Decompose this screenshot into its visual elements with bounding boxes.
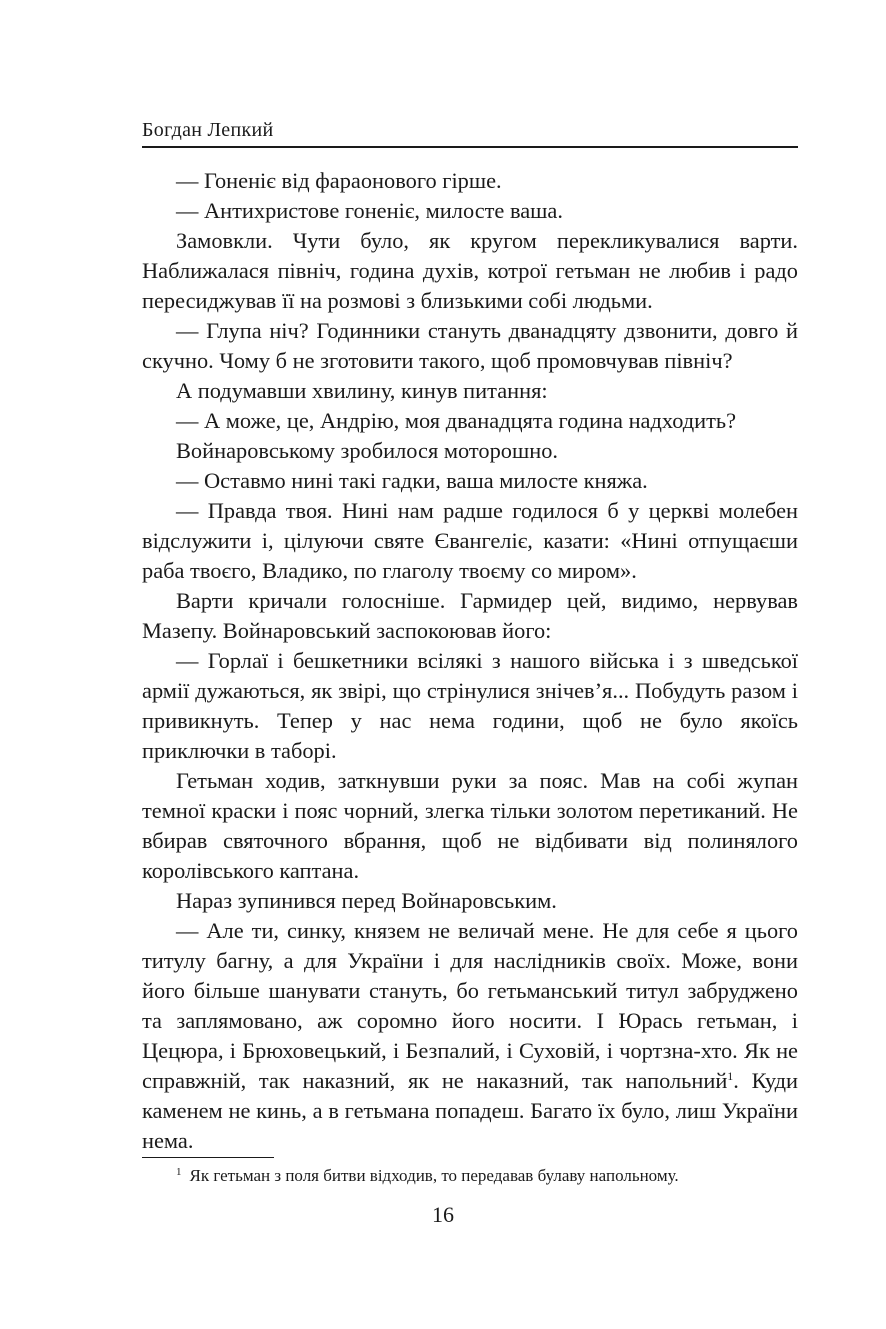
footnote-text: Як гетьман з поля битви відходив, то передавав булаву напольному.: [189, 1166, 679, 1185]
paragraph: Варти кричали голосніше. Гармидер цей, видимо, нервував Мазепу. Войнаровський заспокоював його:: [142, 588, 798, 643]
footnote-separator: [142, 1157, 274, 1158]
running-header: [142, 118, 798, 148]
paragraph: Войнаровському зробилося моторошно.: [176, 438, 559, 463]
main-text: [142, 166, 798, 1156]
running-title: Богдан Лепкий: [142, 119, 274, 141]
footnote-reference[interactable]: 1: [727, 1069, 734, 1083]
page-number: 16: [432, 1202, 454, 1227]
paragraph: Нараз зупинився перед Войнаровським.: [176, 888, 557, 913]
paragraph: — Оставмо нині такі гадки, ваша милосте княжа.: [176, 468, 648, 493]
paragraph: Гетьман ходив, заткнувши руки за пояс. Мав на собі жупан темної краски і пояс чорний, злегка тільки золотом перетиканий. Не вбирав святочного вбрання, щоб не відбивати від полинялого королівського каптана.: [142, 768, 798, 883]
paragraph: — Глупа ніч? Годинники стануть дванадцяту дзвонити, довго й скучно. Чому б не зготовити такого, щоб промовчував північ?: [142, 318, 798, 373]
paragraph-with-footnote: [142, 916, 798, 1156]
paragraph-text: . Куди каменем не кинь, а в гетьмана попадеш. Багато їх було, лиш України нема.: [142, 1068, 798, 1153]
paragraph: — Антихристове гоненіє, милосте ваша.: [176, 198, 563, 223]
paragraph: А подумавши хвилину, кинув питання:: [176, 378, 548, 403]
paragraph-text: — Але ти, синку, князем не величай мене. Не для себе я цього титулу багну, а для України і для наслідників своїх. Може, вони його більше шанувати стануть, бо гетьманський титул забруджено та заплямовано, аж соромно його носити. І Юрась гетьман, і Цецюра, і Брюховецький, і Безпалий, і Суховій, і чортзна-хто. Як не справжній, так наказний, як не наказний, так напольний: [142, 918, 798, 1093]
footnote-marker: 1: [176, 1166, 182, 1178]
paragraph: Замовкли. Чути було, як кругом перекликувалися варти. Наближалася північ, година духів, котрої гетьман не любив і радо пересиджував її на розмові з близькими собі людьми.: [142, 228, 798, 313]
paragraph: — А може, це, Андрію, моя дванадцята година надходить?: [176, 408, 737, 433]
paragraph: — Гоненіє від фараонового гірше.: [176, 168, 502, 193]
footnote: [176, 1164, 798, 1188]
paragraph: — Правда твоя. Нині нам радше годилося б у церкві молебен відслужити і, цілуючи святе Євангеліє, казати: «Нині отпущаєши раба твоєго, Владико, по глаголу твоєму со миром».: [142, 498, 798, 583]
paragraph: — Горлаї і бешкетники всілякі з нашого війська і з шведської армії дужаються, як звірі, що стрінулися знічев’я... Побудуть разом і привикнуть. Тепер у нас нема години, щоб не було якоїсь приключки в таборі.: [142, 648, 798, 763]
